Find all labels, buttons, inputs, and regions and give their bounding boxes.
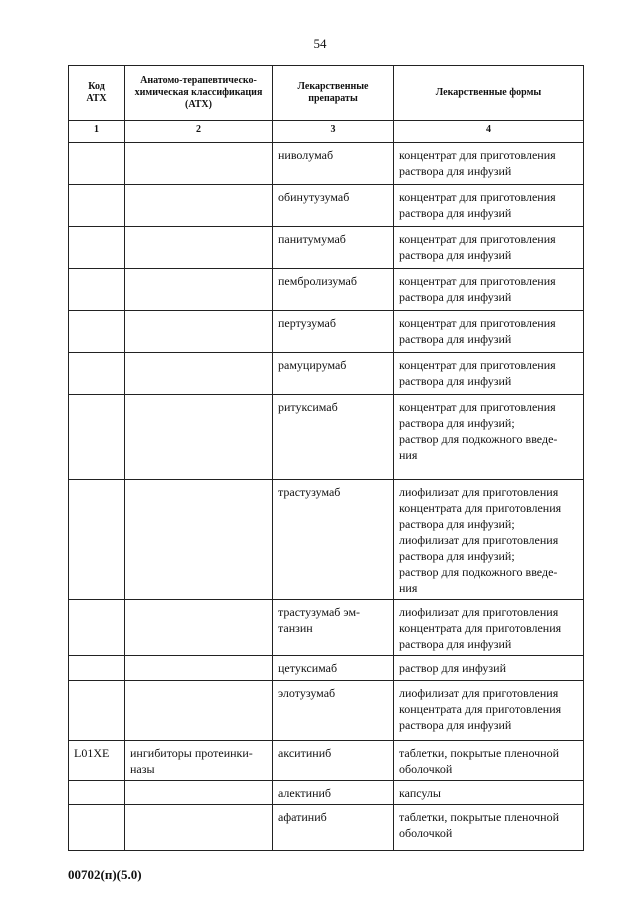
drug-name-cell-text: цетуксимаб <box>278 661 338 675</box>
drug-name-cell-text: трастузумаб <box>278 485 341 499</box>
classification-cell <box>125 805 273 851</box>
column-number: 1 <box>69 121 125 143</box>
drug-name-cell <box>273 681 394 741</box>
drug-name-cell-text: пертузумаб <box>278 316 336 330</box>
drug-name-cell-text: обинутузумаб <box>278 190 350 204</box>
atx-code-cell <box>69 600 125 656</box>
table-row <box>69 185 584 227</box>
table-row <box>69 395 584 480</box>
atx-code-cell <box>69 185 125 227</box>
atx-code-cell <box>69 311 125 353</box>
table-row <box>69 480 584 600</box>
dosage-form-cell-text: лиофилизат для приготовления концентрата для приготовления раствора для инфузий; лиофилизат для приготовления раствора для инфузий; раствор для подкожного введе- ния <box>399 485 562 595</box>
drug-name-cell <box>273 781 394 805</box>
classification-cell <box>125 353 273 395</box>
dosage-form-cell <box>394 805 584 851</box>
dosage-form-cell-text: концентрат для приготовления раствора для инфузий <box>399 190 556 220</box>
atx-code-cell <box>69 269 125 311</box>
atx-drug-table <box>68 65 584 851</box>
table-row <box>69 741 584 781</box>
dosage-form-cell <box>394 480 584 600</box>
dosage-form-cell-text: раствор для инфузий <box>399 661 506 675</box>
dosage-form-cell-text: концентрат для приготовления раствора для инфузий <box>399 274 556 304</box>
dosage-form-cell-text: лиофилизат для приготовления концентрата для приготовления раствора для инфузий <box>399 686 562 732</box>
dosage-form-cell <box>394 269 584 311</box>
dosage-form-cell-text: капсулы <box>399 786 441 800</box>
drug-name-cell-text: ниволумаб <box>278 148 334 162</box>
table-row <box>69 781 584 805</box>
table-row <box>69 656 584 681</box>
drug-name-cell <box>273 269 394 311</box>
table-row <box>69 143 584 185</box>
header-forms: Лекарственные формы <box>394 66 584 121</box>
dosage-form-cell <box>394 395 584 480</box>
atx-code-cell <box>69 781 125 805</box>
dosage-form-cell-text: концентрат для приготовления раствора для инфузий <box>399 148 556 178</box>
classification-cell <box>125 227 273 269</box>
atx-code-cell <box>69 681 125 741</box>
drug-name-cell <box>273 395 394 480</box>
drug-name-cell-text: ритуксимаб <box>278 400 338 414</box>
drug-name-cell <box>273 805 394 851</box>
atx-code-cell <box>69 656 125 681</box>
column-number: 2 <box>125 121 273 143</box>
dosage-form-cell-text: концентрат для приготовления раствора для инфузий <box>399 316 556 346</box>
drug-name-cell-text: пембролизумаб <box>278 274 357 288</box>
dosage-form-cell-text: таблетки, покрытые пленочной оболочкой <box>399 746 560 776</box>
page-number: 54 <box>313 36 327 51</box>
drug-name-cell-text: алектиниб <box>278 786 332 800</box>
drug-name-cell <box>273 185 394 227</box>
dosage-form-cell-text: концентрат для приготовления раствора для инфузий; раствор для подкожного введе- ния <box>399 400 558 462</box>
classification-cell-text: ингибиторы протеинки- назы <box>130 746 253 776</box>
drug-name-cell <box>273 480 394 600</box>
drug-name-cell <box>273 600 394 656</box>
column-number: 3 <box>273 121 394 143</box>
drug-name-cell-text: элотузумаб <box>278 686 336 700</box>
dosage-form-cell <box>394 600 584 656</box>
drug-name-cell <box>273 656 394 681</box>
atx-code-cell <box>69 143 125 185</box>
classification-cell <box>125 185 273 227</box>
drug-name-cell-text: панитумумаб <box>278 232 346 246</box>
drug-name-cell-text: акситиниб <box>278 746 332 760</box>
drug-name-cell <box>273 741 394 781</box>
classification-cell <box>125 781 273 805</box>
table-row <box>69 269 584 311</box>
table-row <box>69 353 584 395</box>
header-code: Код АТХ <box>69 66 125 121</box>
classification-cell <box>125 600 273 656</box>
dosage-form-cell <box>394 227 584 269</box>
dosage-form-cell <box>394 185 584 227</box>
header-drugs: Лекарственные препараты <box>273 66 394 121</box>
column-number-row <box>69 121 584 143</box>
classification-cell <box>125 311 273 353</box>
atx-code-cell <box>69 805 125 851</box>
table-row <box>69 600 584 656</box>
table-row <box>69 805 584 851</box>
header-classification: Анатомо-терапевтическо- химическая классификация (АТХ) <box>125 66 273 121</box>
atx-code-cell-text: L01XE <box>74 746 110 760</box>
drug-name-cell-text: афатиниб <box>278 810 327 824</box>
atx-code-cell <box>69 353 125 395</box>
atx-code-cell <box>69 395 125 480</box>
drug-name-cell <box>273 311 394 353</box>
dosage-form-cell <box>394 143 584 185</box>
atx-code-cell <box>69 227 125 269</box>
classification-cell <box>125 741 273 781</box>
table-row <box>69 311 584 353</box>
dosage-form-cell-text: лиофилизат для приготовления концентрата для приготовления раствора для инфузий <box>399 605 562 651</box>
dosage-form-cell <box>394 741 584 781</box>
dosage-form-cell-text: концентрат для приготовления раствора для инфузий <box>399 358 556 388</box>
dosage-form-cell <box>394 656 584 681</box>
atx-code-cell <box>69 480 125 600</box>
table-row <box>69 227 584 269</box>
dosage-form-cell-text: таблетки, покрытые пленочной оболочкой <box>399 810 560 840</box>
classification-cell <box>125 480 273 600</box>
drug-name-cell <box>273 227 394 269</box>
atx-code-cell <box>69 741 125 781</box>
classification-cell <box>125 681 273 741</box>
document-code-footer: 00702(п)(5.0) <box>68 867 142 882</box>
drug-name-cell <box>273 143 394 185</box>
drug-name-cell <box>273 353 394 395</box>
drug-name-cell-text: рамуцирумаб <box>278 358 347 372</box>
column-number: 4 <box>394 121 584 143</box>
dosage-form-cell <box>394 311 584 353</box>
drug-name-cell-text: трастузумаб эм- танзин <box>278 605 361 635</box>
dosage-form-cell-text: концентрат для приготовления раствора для инфузий <box>399 232 556 262</box>
classification-cell <box>125 656 273 681</box>
dosage-form-cell <box>394 681 584 741</box>
table-header-row <box>69 66 584 121</box>
table-row <box>69 681 584 741</box>
classification-cell <box>125 143 273 185</box>
classification-cell <box>125 395 273 480</box>
classification-cell <box>125 269 273 311</box>
dosage-form-cell <box>394 781 584 805</box>
dosage-form-cell <box>394 353 584 395</box>
